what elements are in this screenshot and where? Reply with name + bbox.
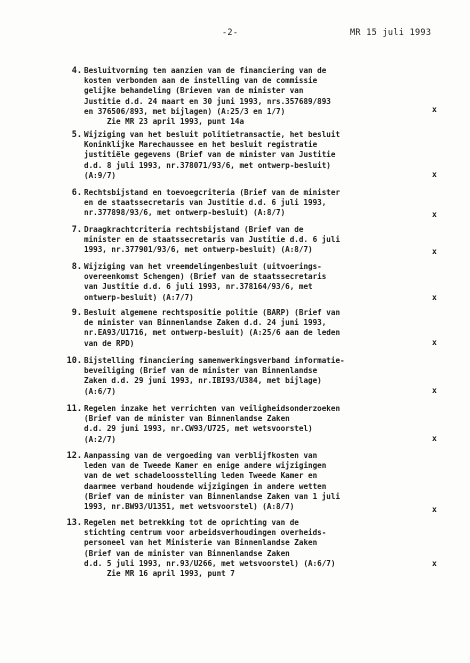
check-mark: x: [432, 505, 437, 514]
check-mark: x: [432, 434, 437, 443]
item-number: 12.: [66, 451, 82, 461]
item-text: Regelen met betrekking tot de oprichting van de stichting centrum voor arbeidsverhoudingen overheids- personeel van het Ministerie van Binnenlandse Zaken (Brief van de minister van Binnenlandse Zaken d.d. 5 juli 1993, nr.93/U266, met wetsvoorstel) (A:6/7) Zie MR 16 april 1993, punt 7: [84, 518, 336, 579]
item-text: Besluit algemene rechtspositie politie (BARP) (Brief van de minister van Binnenlandse Zaken d.d. 24 juni 1993, nr.EA93/U1716, met ontwerp-besluit) (A:25/6 aan de leden van de RPD): [84, 308, 341, 348]
item-number: 13.: [66, 518, 82, 528]
item-text: Regelen inzake het verrichten van veiligheidsonderzoeken (Brief van de minister van Binnenlandse Zaken d.d. 29 juni 1993, nr.CW93/U725, met wetsvoorstel) (A:2/7): [84, 404, 341, 444]
check-mark: x: [432, 210, 437, 219]
item-number: 9.: [71, 308, 82, 318]
item-text: Bijstelling financiering samenwerkingsverband informatie- beveiliging (Brief van de minister van Binnenlandse Zaken d.d. 29 juni 1993, nr.IBI93/U384, met bijlage) (A:6/7): [84, 356, 345, 396]
agenda-item: [71, 262, 424, 303]
check-mark: x: [432, 293, 437, 302]
agenda-item: [71, 188, 424, 219]
item-number: 11.: [66, 404, 82, 414]
item-number: 4.: [71, 66, 82, 76]
check-mark: x: [432, 105, 437, 114]
page-number: -2-: [222, 28, 239, 38]
meeting-reference: MR 15 juli 1993: [350, 28, 432, 38]
item-text: Wijziging van het vreemdelingenbesluit (uitvoerings- overeenkomst Schengen) (Brief van de staatssecretaris van Justitie d.d. 6 juli 1993, nr.378164/93/6, met ontwerp-besluit) (A:7/7): [84, 262, 327, 302]
item-text: Aanpassing van de vergoeding van verblijfkosten van leden van de Tweede Kamer en enige andere wijzigingen van de wet schadeloosstelling leden Tweede Kamer en daarmee verband houdende wijzigingen in andere wetten (Brief van de minister van Binnenlandse Zaken van 1 juli 1993, nr.BW93/U1351, met wetsvoorstel) (A:8/7): [84, 451, 341, 512]
agenda-item: [71, 66, 424, 127]
item-text: Rechtsbijstand en toevoegcriteria (Brief van de minister en de staatssecretaris van Justitie d.d. 6 juli 1993, nr.377898/93/6, met ontwerp-besluit) (A:8/7): [84, 188, 341, 218]
item-number: 10.: [66, 356, 82, 366]
agenda-item: [66, 451, 424, 512]
check-mark: x: [432, 559, 437, 568]
agenda-item: [71, 130, 424, 181]
item-number: 6.: [71, 188, 82, 198]
check-mark: x: [432, 170, 437, 179]
item-number: 7.: [71, 225, 82, 235]
check-mark: x: [432, 247, 437, 256]
check-mark: x: [432, 386, 437, 395]
item-number: 5.: [71, 130, 82, 140]
item-text: Besluitvorming ten aanzien van de financiering van de kosten verbonden aan de instelling van de commissie gelijke behandeling (Brieven van de minister van Justitie d.d. 24 maart en 30 juni 1993, nrs.357689/893 en 376506/893, met bijlagen) (A:25/3 en 1/7) Zie MR 23 april 1993, punt 14a: [84, 66, 331, 127]
item-number: 8.: [71, 262, 82, 272]
agenda-item: [71, 308, 424, 349]
agenda-item: [71, 225, 424, 256]
item-text: Draagkrachtcriteria rechtsbijstand (Brief van de minister en de staatssecretaris van Justitie d.d. 6 juli 1993, nr.377901/93/6, met ontwerp-besluit) (A:8/7): [84, 225, 341, 255]
agenda-item: [66, 356, 424, 397]
agenda-item: [66, 518, 424, 579]
check-mark: x: [432, 338, 437, 347]
agenda-item: [66, 404, 424, 445]
item-text: Wijziging van het besluit politietransactie, het besluit Koninklijke Marechaussee en het besluit registratie justitiële gegevens (Brief van de minister van Justitie d.d. 8 juli 1993, nr.378071/93/6, met ontwerp-besluit) (A:9/7): [84, 130, 341, 180]
